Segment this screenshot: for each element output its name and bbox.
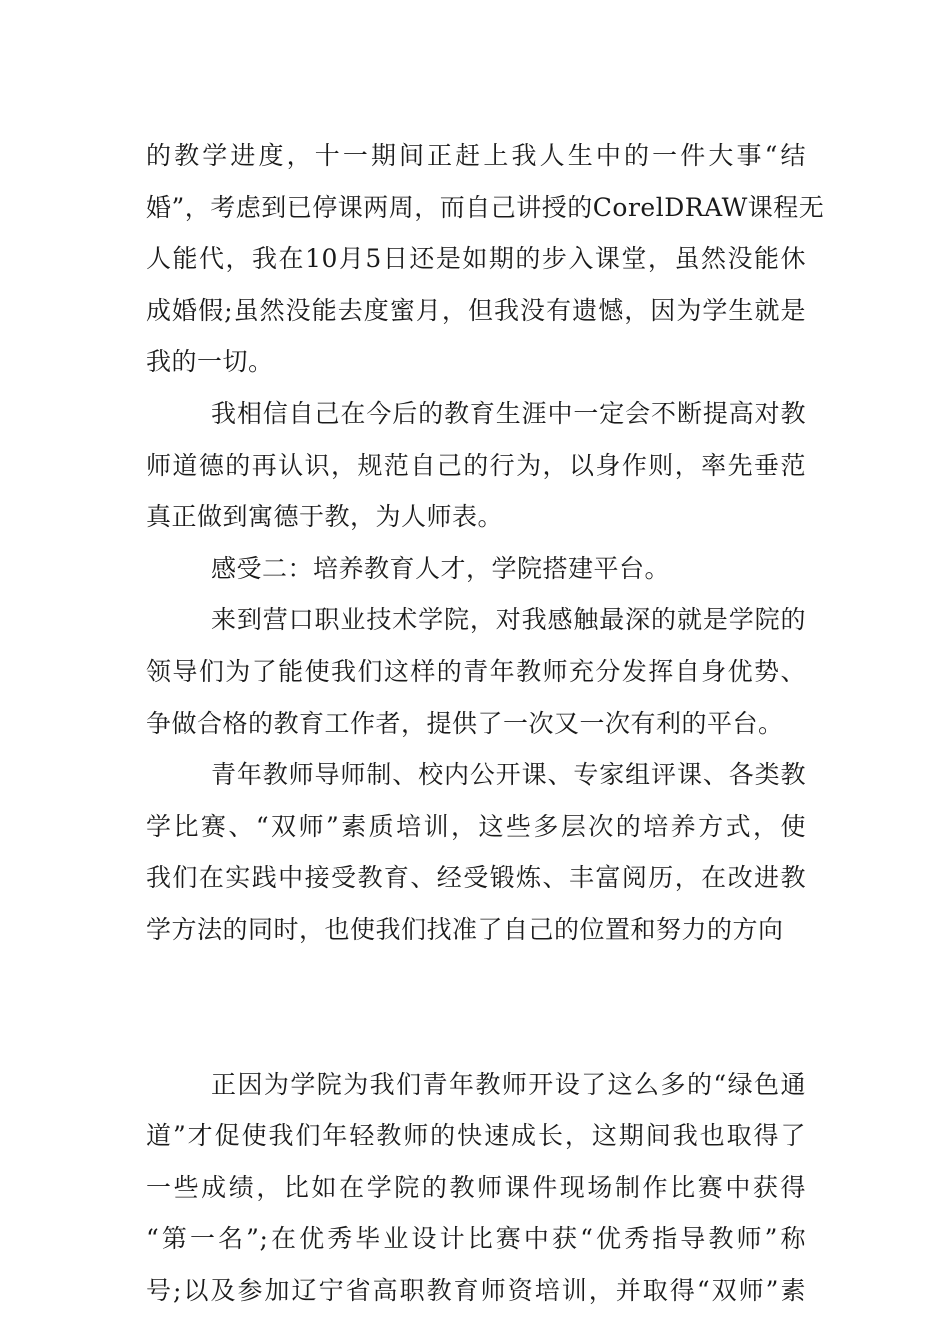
text-line: “第一名”;在优秀毕业设计比赛中获“优秀指导教师”称 bbox=[146, 1224, 806, 1254]
paragraph-6 bbox=[146, 1059, 806, 1317]
paragraph-2 bbox=[146, 388, 806, 543]
text-line: 正因为学院为我们青年教师开设了这么多的“绿色通 bbox=[211, 1069, 806, 1099]
section-heading: 感受二：培养教育人才，学院搭建平台。 bbox=[211, 553, 671, 583]
paragraph-1 bbox=[146, 130, 825, 388]
text-line: 的教学进度，十一期间正赶上我人生中的一件大事“结 bbox=[146, 141, 806, 170]
text-line: 婚”，考虑到已停课两周，而自己讲授的CorelDRAW课程无 bbox=[146, 192, 825, 222]
text-line: 号;以及参加辽宁省高职教育师资培训，并取得“双师”素 bbox=[146, 1275, 806, 1305]
text-line: 我们在实践中接受教育、经受锻炼、丰富阅历，在改进教 bbox=[146, 863, 806, 893]
text-line: 青年教师导师制、校内公开课、专家组评课、各类教 bbox=[211, 760, 806, 790]
text-line: 成婚假;虽然没能去度蜜月，但我没有遗憾，因为学生就是 bbox=[146, 295, 806, 325]
text-line: 我的一切。 bbox=[146, 347, 274, 377]
text-line: 领导们为了能使我们这样的青年教师充分发挥自身优势、 bbox=[146, 656, 806, 686]
document-body bbox=[146, 130, 825, 1316]
text-line: 一些成绩，比如在学院的教师课件现场制作比赛中获得 bbox=[146, 1172, 806, 1202]
text-line: 争做合格的教育工作者，提供了一次又一次有利的平台。 bbox=[146, 708, 784, 738]
paragraph-gap bbox=[146, 956, 806, 1059]
text-line: 道”才促使我们年轻教师的快速成长，这期间我也取得了 bbox=[146, 1121, 806, 1151]
text-line: 我相信自己在今后的教育生涯中一定会不断提高对教 bbox=[211, 398, 806, 428]
text-line: 真正做到寓德于教，为人师表。 bbox=[146, 502, 504, 532]
paragraph-3 bbox=[146, 543, 806, 595]
text-line: 学比赛、“双师”素质培训，这些多层次的培养方式，使 bbox=[146, 811, 806, 841]
text-line: 来到营口职业技术学院，对我感触最深的就是学院的 bbox=[211, 605, 806, 635]
text-line: 人能代，我在10月5日还是如期的步入课堂，虽然没能休 bbox=[146, 244, 806, 274]
text-line: 学方法的同时，也使我们找准了自己的位置和努力的方向 bbox=[146, 914, 784, 944]
text-line: 师道德的再认识，规范自己的行为，以身作则，率先垂范 bbox=[146, 450, 806, 480]
paragraph-5 bbox=[146, 749, 806, 955]
paragraph-4 bbox=[146, 594, 806, 749]
